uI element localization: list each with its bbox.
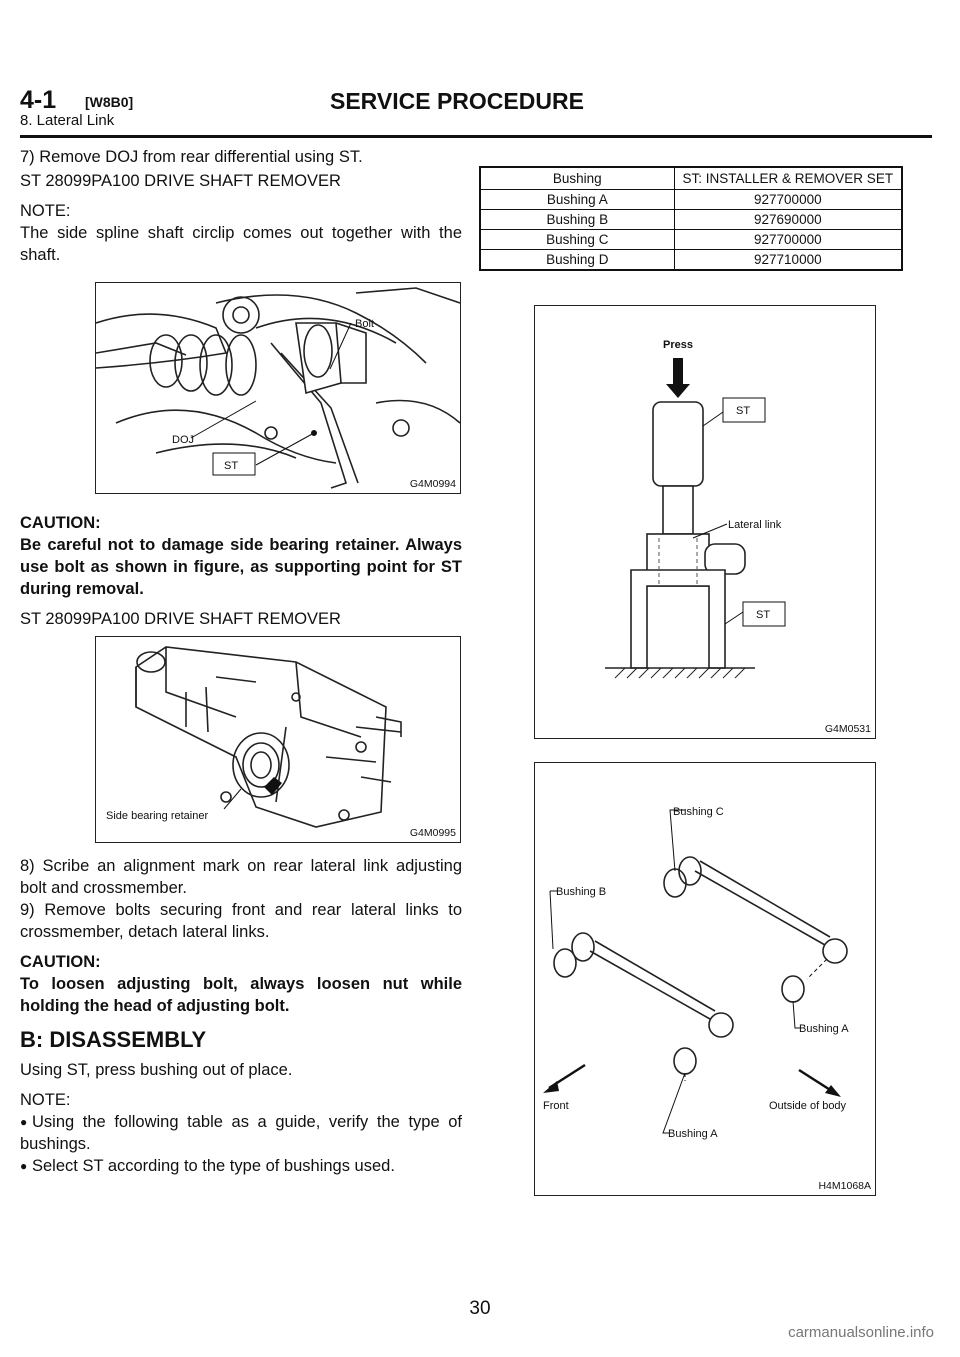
figure-code: G4M0994 bbox=[409, 478, 456, 490]
label-st-bottom: ST bbox=[756, 609, 771, 621]
table-header: ST: INSTALLER & REMOVER SET bbox=[674, 167, 902, 190]
table-cell: Bushing D bbox=[480, 250, 674, 271]
st-line-1: ST 28099PA100 DRIVE SHAFT REMOVER bbox=[20, 172, 341, 190]
label-front: Front bbox=[543, 1100, 569, 1112]
table-header-row bbox=[480, 167, 902, 190]
figure-code: G4M0531 bbox=[824, 723, 871, 735]
st-line-2: ST 28099PA100 DRIVE SHAFT REMOVER bbox=[20, 610, 341, 628]
label-doj: DOJ bbox=[172, 434, 194, 446]
section-number: 4-1 bbox=[20, 86, 57, 114]
table-cell: 927690000 bbox=[674, 210, 902, 230]
step-8: 8) Scribe an alignment mark on rear lateral link adjusting bolt and crossmember. bbox=[20, 857, 462, 897]
label-outside-of-body: Outside of body bbox=[769, 1100, 847, 1112]
table-cell: 927700000 bbox=[674, 190, 902, 210]
note-label: NOTE: bbox=[20, 202, 71, 220]
figure-rear-differential bbox=[95, 636, 461, 843]
table-cell: Bushing A bbox=[480, 190, 674, 210]
step-9: 9) Remove bolts securing front and rear lateral links to crossmember, detach lateral links. bbox=[20, 901, 462, 941]
caution-label: CAUTION: bbox=[20, 953, 101, 971]
table-header: Bushing bbox=[480, 167, 674, 190]
figure-bushing-locations bbox=[534, 762, 876, 1196]
bullet-icon: ● bbox=[20, 1159, 28, 1173]
caution-label: CAUTION: bbox=[20, 514, 101, 532]
bushing-locations-drawing bbox=[535, 763, 875, 1195]
section-code: [W8B0] bbox=[85, 94, 134, 110]
label-st-top: ST bbox=[736, 405, 751, 417]
note-text: The side spline shaft circlip comes out together with the shaft. bbox=[20, 224, 462, 264]
note-bullet-1: ● Using the following table as a guide, verify the type of bushings. bbox=[20, 1113, 462, 1153]
press-drawing bbox=[535, 306, 875, 738]
section-heading-disassembly: B: DISASSEMBLY bbox=[20, 1027, 207, 1052]
table-row bbox=[480, 190, 902, 210]
label-bushing-a-bottom: Bushing A bbox=[668, 1128, 718, 1140]
table-cell: 927710000 bbox=[674, 250, 902, 271]
doj-removal-drawing bbox=[96, 283, 460, 493]
bullet-icon: ● bbox=[20, 1115, 28, 1129]
page-title: SERVICE PROCEDURE bbox=[330, 88, 584, 114]
figure-code: H4M1068A bbox=[818, 1180, 871, 1192]
label-side-bearing-retainer: Side bearing retainer bbox=[106, 810, 209, 822]
differential-drawing bbox=[96, 637, 460, 842]
note-bullet-2: ● Select ST according to the type of bushings used. bbox=[20, 1157, 395, 1175]
label-bushing-a-right: Bushing A bbox=[799, 1023, 849, 1035]
caution-text: Be careful not to damage side bearing retainer. Always use bolt as shown in figure, as supporting point for ST during removal. bbox=[20, 536, 462, 598]
table-cell: Bushing C bbox=[480, 230, 674, 250]
caution-text: To loosen adjusting bolt, always loosen nut while holding the head of adjusting bolt. bbox=[20, 975, 462, 1015]
header-rule bbox=[20, 135, 932, 138]
left-column-middle bbox=[20, 512, 462, 638]
figure-code: G4M0995 bbox=[409, 827, 456, 839]
note-label: NOTE: bbox=[20, 1091, 71, 1109]
label-bushing-b: Bushing B bbox=[556, 886, 607, 898]
figure-doj-removal bbox=[95, 282, 461, 494]
table-row bbox=[480, 250, 902, 271]
table-cell: 927700000 bbox=[674, 230, 902, 250]
page-number: 30 bbox=[469, 1298, 491, 1319]
label-bushing-c: Bushing C bbox=[673, 806, 724, 818]
label-press: Press bbox=[663, 339, 693, 351]
label-bolt: Bolt bbox=[355, 318, 374, 330]
label-lateral-link: Lateral link bbox=[728, 519, 782, 531]
watermark-text: carmanualsonline.info bbox=[788, 1324, 934, 1341]
table-row bbox=[480, 210, 902, 230]
left-column-bottom bbox=[20, 855, 462, 1177]
section-subtitle: 8. Lateral Link bbox=[20, 112, 115, 129]
figure-bushing-press bbox=[534, 305, 876, 739]
bushing-table bbox=[479, 166, 903, 271]
left-column-top bbox=[20, 146, 462, 274]
label-st: ST bbox=[224, 460, 239, 472]
instruction-text: Using ST, press bushing out of place. bbox=[20, 1061, 293, 1079]
table-cell: Bushing B bbox=[480, 210, 674, 230]
step-7: 7) Remove DOJ from rear differential using ST. bbox=[20, 148, 363, 166]
table-row bbox=[480, 230, 902, 250]
